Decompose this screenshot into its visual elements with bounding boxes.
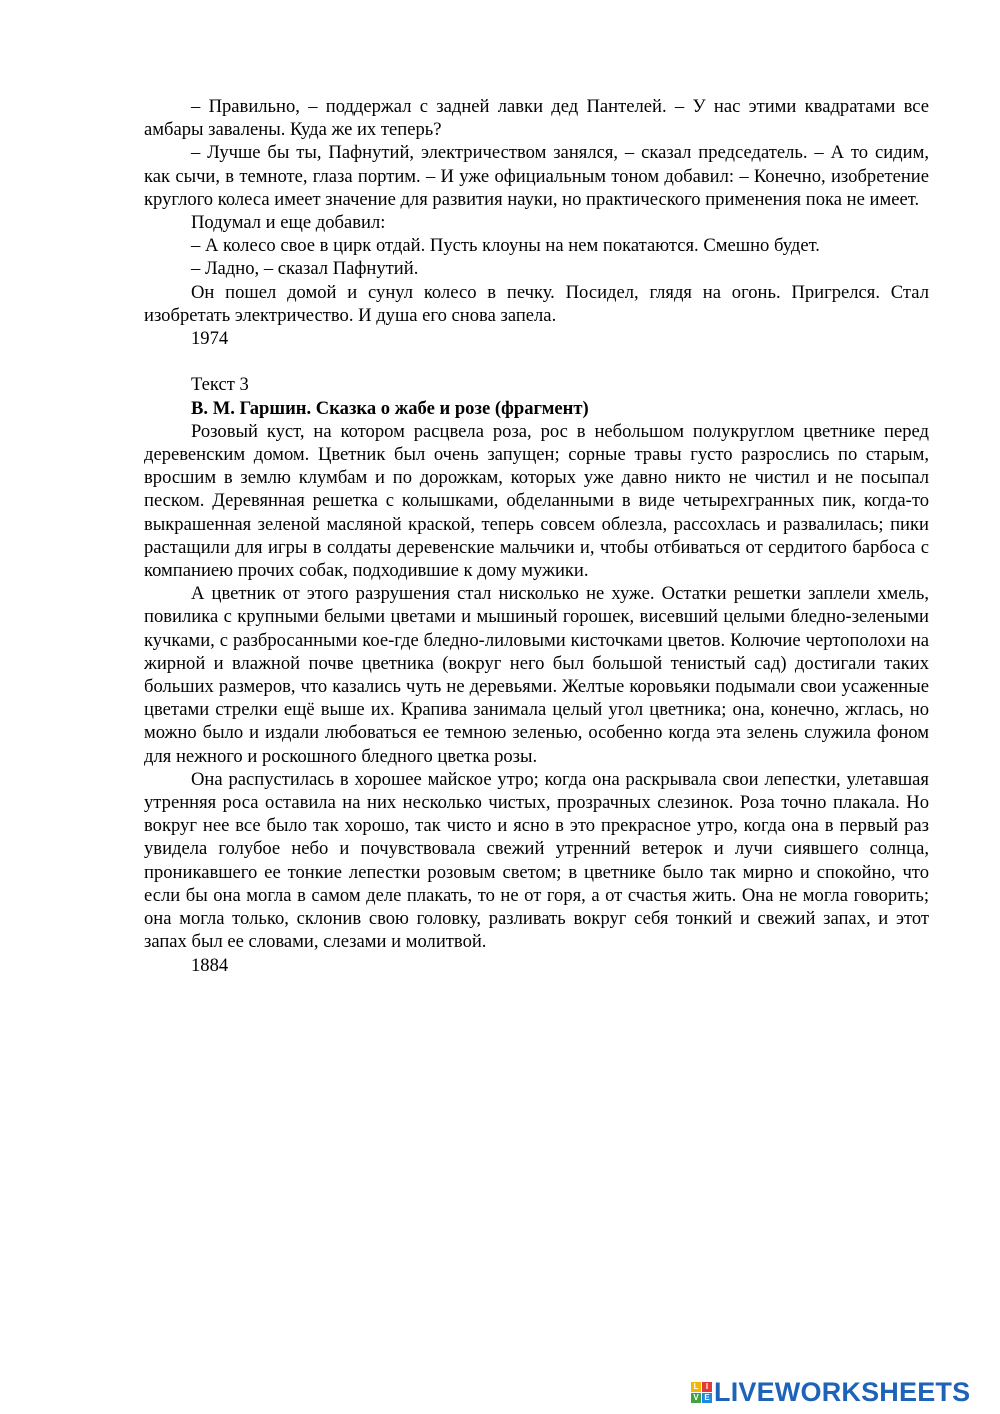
paragraph: – Лучше бы ты, Пафнутий, электричеством занялся, – сказал председатель. – А то сидим, как сычи, в темноте, глаза портим. – И уже официальным тоном добавил: – Конечно, изобретение круглого колеса имеет значение для развития науки, но практического применения пока не имеет. — [144, 142, 929, 210]
logo-mark-tile: I — [702, 1382, 712, 1392]
section-heading: В. М. Гаршин. Сказка о жабе и розе (фрагмент) — [191, 397, 589, 419]
paragraph: А цветник от этого разрушения стал нисколько не хуже. Остатки решетки заплели хмель, повилика с крупными белыми цветами и мышиный горошек, висевший целыми бледно-зелеными кучками, с разбросанными кое-где бледно-лиловыми кисточками цветов. Колючие чертополохи на жирной и влажной почве цветника (вокруг него был большой тенистый сад) достигали таких больших размеров, что казались чуть не деревьями. Желтые коровьяки подымали свои усаженные цветами стрелки ещё выше их. Крапива занимала целый угол цветника; она, конечно, жглась, но можно было и издали любоваться ее темною зеленью, особенно когда эта зелень служила фоном для нежного и роскошного бледного цветка розы. — [144, 583, 929, 767]
paragraph: Он пошел домой и сунул колесо в печку. Посидел, глядя на огонь. Пригрелся. Стал изобретать электричество. И душа его снова запела. — [144, 281, 929, 326]
year-1884: 1884 — [191, 954, 229, 976]
paragraph: – А колесо свое в цирк отдай. Пусть клоуны на нем покатаются. Смешно будет. — [191, 235, 820, 257]
year-1974: 1974 — [191, 328, 229, 350]
logo-mark-tile: V — [691, 1393, 701, 1403]
paragraph: Подумал и еще добавил: — [191, 212, 386, 234]
logo-mark-tile: E — [702, 1393, 712, 1403]
logo-mark-tile: L — [691, 1382, 701, 1392]
logo-text: LIVEWORKSHEETS — [714, 1376, 971, 1407]
liveworksheets-logo — [691, 1376, 970, 1408]
logo-mark-icon — [691, 1382, 712, 1403]
text-label: Текст 3 — [191, 374, 249, 396]
paragraph: – Ладно, – сказал Пафнутий. — [191, 258, 419, 280]
paragraph: Розовый куст, на котором расцвела роза, рос в небольшом полукруглом цветнике перед деревенским домом. Цветник был очень запущен; сорные травы густо разрослись по старым, вросшим в землю клумбам и по дорожкам, которых уже давно никто не чистил и не посыпал песком. Деревянная решетка с колышками, обделанными в виде четырехгранных пик, когда-то выкрашенная зеленой масляной краской, теперь совсем облезла, рассохлась и развалилась; пики растащили для игры в солдаты деревенские мальчики и, чтобы отбиваться от сердитого барбоса с компаниею прочих собак, подходившие к дому мужики. — [144, 420, 929, 582]
paragraph: – Правильно, – поддержал с задней лавки дед Пантелей. – У нас этими квадратами все амбары завалены. Куда же их теперь? — [144, 96, 929, 141]
paragraph: Она распустилась в хорошее майское утро; когда она раскрывала свои лепестки, улетавшая утренняя роса оставила на них несколько чистых, прозрачных слезинок. Роза точно плакала. Но вокруг нее все было так хорошо, так чисто и ясно в это прекрасное утро, когда она в первый раз увидела голубое небо и почувствовала свежий утренний ветерок и лучи сиявшего солнца, проникавшего ее тонкие лепестки розовым светом; в цветнике было так мирно и спокойно, что если бы она могла в самом деле плакать, то не от горя, а от счастья жить. Она не могла говорить; она могла только, склонив свою головку, разливать вокруг себя тонкий и свежий запах, и этот запах был ее словами, слезами и молитвой. — [144, 768, 929, 953]
spacer — [144, 350, 929, 373]
document-page — [144, 95, 929, 977]
